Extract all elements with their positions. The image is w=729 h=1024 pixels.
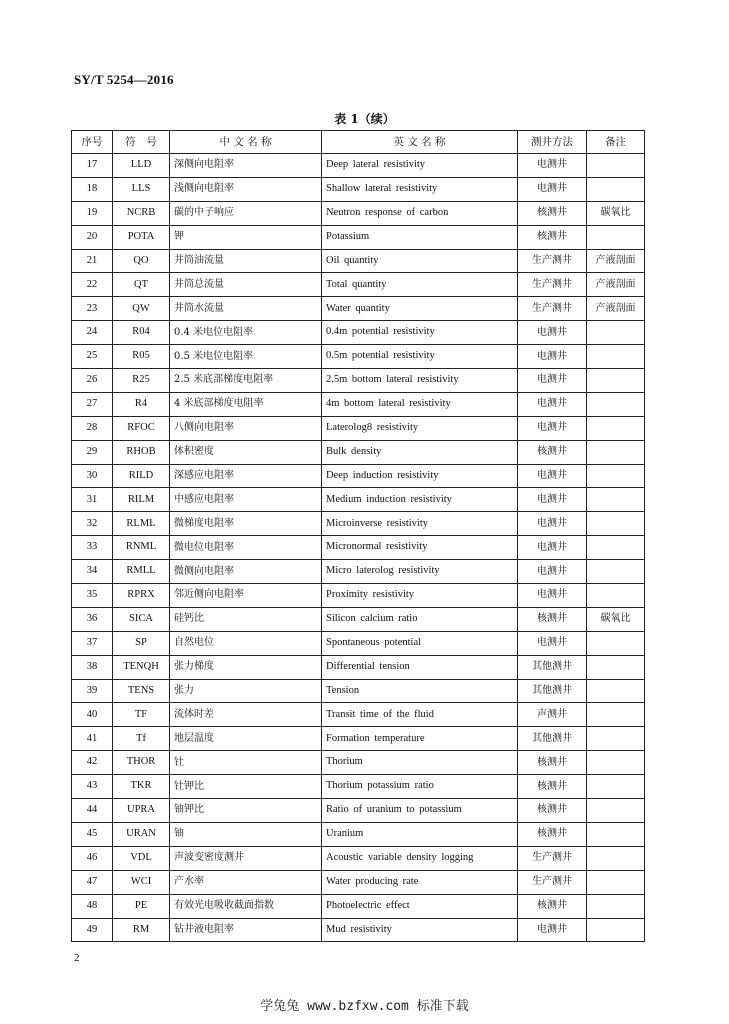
cell-method: 电测井 [518, 631, 587, 655]
cell-symbol: TF [113, 703, 170, 727]
cell-method: 其他测井 [518, 727, 587, 751]
cell-note [587, 536, 645, 560]
cell-english-name: Differential tension [322, 655, 518, 679]
table-row [72, 918, 645, 942]
cell-chinese-name: 浅侧向电阻率 [170, 177, 322, 201]
table-row [72, 607, 645, 631]
cell-note: 产液剖面 [587, 297, 645, 321]
cell-english-name: Potassium [322, 225, 518, 249]
cell-method: 电测井 [518, 536, 587, 560]
cell-note [587, 727, 645, 751]
cell-chinese-name: 邻近侧向电阻率 [170, 584, 322, 608]
cell-symbol: RILM [113, 488, 170, 512]
cell-no: 38 [72, 655, 113, 679]
cell-method: 生产测井 [518, 297, 587, 321]
column-header-note: 备注 [587, 131, 645, 154]
cell-no: 41 [72, 727, 113, 751]
cell-chinese-name: 0.5 米电位电阻率 [170, 345, 322, 369]
cell-no: 18 [72, 177, 113, 201]
cell-chinese-name: 张力 [170, 679, 322, 703]
cell-note [587, 177, 645, 201]
page-number: 2 [74, 952, 80, 964]
cell-no: 31 [72, 488, 113, 512]
cell-english-name: Shallow lateral resistivity [322, 177, 518, 201]
cell-english-name: 2.5m bottom lateral resistivity [322, 369, 518, 393]
cell-no: 29 [72, 440, 113, 464]
cell-note [587, 584, 645, 608]
cell-english-name: Deep induction resistivity [322, 464, 518, 488]
cell-no: 22 [72, 273, 113, 297]
cell-chinese-name: 钍钾比 [170, 775, 322, 799]
cell-no: 25 [72, 345, 113, 369]
cell-english-name: Transit time of the fluid [322, 703, 518, 727]
cell-chinese-name: 有效光电吸收截面指数 [170, 894, 322, 918]
cell-no: 33 [72, 536, 113, 560]
cell-chinese-name: 深感应电阻率 [170, 464, 322, 488]
cell-symbol: WCI [113, 870, 170, 894]
cell-no: 48 [72, 894, 113, 918]
cell-symbol: QT [113, 273, 170, 297]
cell-chinese-name: 井筒总流量 [170, 273, 322, 297]
cell-note [587, 154, 645, 178]
cell-no: 27 [72, 392, 113, 416]
cell-note [587, 488, 645, 512]
cell-english-name: Formation temperature [322, 727, 518, 751]
cell-chinese-name: 微电位电阻率 [170, 536, 322, 560]
cell-symbol: QW [113, 297, 170, 321]
cell-chinese-name: 钍 [170, 751, 322, 775]
table-row [72, 822, 645, 846]
cell-method: 电测井 [518, 392, 587, 416]
cell-method: 声测井 [518, 703, 587, 727]
cell-note [587, 440, 645, 464]
cell-method: 核测井 [518, 751, 587, 775]
table-title: 表 1（续） [334, 112, 395, 126]
cell-english-name: Photoelectric effect [322, 894, 518, 918]
cell-no: 28 [72, 416, 113, 440]
footer-watermark: 学兔兔 www.bzfxw.com 标准下载 [260, 999, 469, 1014]
table-row [72, 154, 645, 178]
cell-method: 电测井 [518, 154, 587, 178]
cell-note: 产液剖面 [587, 273, 645, 297]
cell-note [587, 345, 645, 369]
cell-english-name: Water producing rate [322, 870, 518, 894]
cell-method: 电测井 [518, 177, 587, 201]
column-header-method: 测井方法 [518, 131, 587, 154]
column-header-english-name: 英 文 名 称 [322, 131, 518, 154]
table-row [72, 249, 645, 273]
cell-method: 电测井 [518, 560, 587, 584]
cell-no: 21 [72, 249, 113, 273]
cell-symbol: VDL [113, 846, 170, 870]
cell-no: 37 [72, 631, 113, 655]
cell-english-name: Thorium potassium ratio [322, 775, 518, 799]
cell-symbol: THOR [113, 751, 170, 775]
cell-method: 核测井 [518, 894, 587, 918]
cell-chinese-name: 硅钙比 [170, 607, 322, 631]
table-row [72, 273, 645, 297]
cell-method: 核测井 [518, 440, 587, 464]
cell-no: 23 [72, 297, 113, 321]
cell-chinese-name: 钾 [170, 225, 322, 249]
cell-no: 26 [72, 369, 113, 393]
cell-symbol: RNML [113, 536, 170, 560]
cell-note [587, 369, 645, 393]
cell-no: 19 [72, 201, 113, 225]
cell-symbol: RMLL [113, 560, 170, 584]
table-row [72, 655, 645, 679]
cell-symbol: TKR [113, 775, 170, 799]
column-header-symbol: 符 号 [113, 131, 170, 154]
cell-symbol: Tf [113, 727, 170, 751]
table-row [72, 631, 645, 655]
cell-english-name: Proximity resistivity [322, 584, 518, 608]
cell-symbol: SICA [113, 607, 170, 631]
table-row [72, 536, 645, 560]
cell-english-name: Uranium [322, 822, 518, 846]
cell-chinese-name: 八侧向电阻率 [170, 416, 322, 440]
cell-symbol: RFOC [113, 416, 170, 440]
cell-no: 36 [72, 607, 113, 631]
cell-english-name: Acoustic variable density logging [322, 846, 518, 870]
cell-method: 电测井 [518, 464, 587, 488]
cell-note [587, 560, 645, 584]
cell-method: 电测井 [518, 321, 587, 345]
cell-method: 其他测井 [518, 679, 587, 703]
cell-symbol: TENS [113, 679, 170, 703]
cell-chinese-name: 体积密度 [170, 440, 322, 464]
cell-method: 生产测井 [518, 273, 587, 297]
cell-no: 40 [72, 703, 113, 727]
cell-english-name: Silicon calcium ratio [322, 607, 518, 631]
cell-note [587, 416, 645, 440]
column-header-chinese-name: 中 文 名 称 [170, 131, 322, 154]
cell-symbol: TENQH [113, 655, 170, 679]
table-row [72, 512, 645, 536]
glossary-table [71, 130, 645, 942]
cell-symbol: LLD [113, 154, 170, 178]
cell-english-name: Tension [322, 679, 518, 703]
cell-chinese-name: 流体时差 [170, 703, 322, 727]
table-body [72, 154, 645, 942]
cell-note: 碳氧比 [587, 201, 645, 225]
table-row [72, 297, 645, 321]
cell-note [587, 775, 645, 799]
cell-note [587, 679, 645, 703]
cell-symbol: QO [113, 249, 170, 273]
cell-chinese-name: 钻井液电阻率 [170, 918, 322, 942]
cell-method: 电测井 [518, 488, 587, 512]
cell-chinese-name: 自然电位 [170, 631, 322, 655]
cell-note [587, 870, 645, 894]
table-row [72, 369, 645, 393]
cell-no: 32 [72, 512, 113, 536]
cell-method: 核测井 [518, 201, 587, 225]
table-row [72, 440, 645, 464]
cell-symbol: RM [113, 918, 170, 942]
cell-method: 核测井 [518, 822, 587, 846]
table-row [72, 392, 645, 416]
cell-no: 47 [72, 870, 113, 894]
table-row [72, 727, 645, 751]
cell-note [587, 703, 645, 727]
cell-symbol: POTA [113, 225, 170, 249]
cell-no: 45 [72, 822, 113, 846]
cell-english-name: Laterolog8 resistivity [322, 416, 518, 440]
cell-method: 电测井 [518, 918, 587, 942]
cell-symbol: RILD [113, 464, 170, 488]
cell-no: 43 [72, 775, 113, 799]
cell-note [587, 751, 645, 775]
cell-chinese-name: 微梯度电阻率 [170, 512, 322, 536]
cell-symbol: R05 [113, 345, 170, 369]
cell-note [587, 321, 645, 345]
table-row [72, 225, 645, 249]
cell-symbol: URAN [113, 822, 170, 846]
cell-method: 电测井 [518, 584, 587, 608]
cell-chinese-name: 声波变密度测井 [170, 846, 322, 870]
cell-english-name: Micro laterolog resistivity [322, 560, 518, 584]
table-row [72, 894, 645, 918]
cell-symbol: LLS [113, 177, 170, 201]
cell-note [587, 894, 645, 918]
cell-symbol: R4 [113, 392, 170, 416]
cell-method: 其他测井 [518, 655, 587, 679]
cell-english-name: Neutron response of carbon [322, 201, 518, 225]
cell-chinese-name: 碳的中子响应 [170, 201, 322, 225]
cell-symbol: UPRA [113, 799, 170, 823]
cell-symbol: PE [113, 894, 170, 918]
cell-chinese-name: 产水率 [170, 870, 322, 894]
cell-no: 35 [72, 584, 113, 608]
cell-note [587, 392, 645, 416]
cell-chinese-name: 井筒水流量 [170, 297, 322, 321]
cell-english-name: 0.4m potential resistivity [322, 321, 518, 345]
cell-english-name: Micronormal resistivity [322, 536, 518, 560]
cell-chinese-name: 井筒油流量 [170, 249, 322, 273]
cell-no: 46 [72, 846, 113, 870]
table-row [72, 177, 645, 201]
cell-method: 生产测井 [518, 846, 587, 870]
cell-no: 30 [72, 464, 113, 488]
cell-note: 产液剖面 [587, 249, 645, 273]
cell-method: 电测井 [518, 512, 587, 536]
table-row [72, 703, 645, 727]
cell-english-name: Total quantity [322, 273, 518, 297]
cell-method: 核测井 [518, 775, 587, 799]
table-row [72, 846, 645, 870]
column-header-no: 序号 [72, 131, 113, 154]
cell-chinese-name: 0.4 米电位电阻率 [170, 321, 322, 345]
cell-no: 42 [72, 751, 113, 775]
cell-method: 核测井 [518, 799, 587, 823]
cell-english-name: 0.5m potential resistivity [322, 345, 518, 369]
table-row [72, 488, 645, 512]
cell-chinese-name: 张力梯度 [170, 655, 322, 679]
cell-method: 生产测井 [518, 249, 587, 273]
cell-no: 34 [72, 560, 113, 584]
cell-note [587, 918, 645, 942]
cell-note [587, 512, 645, 536]
cell-english-name: Oil quantity [322, 249, 518, 273]
table-row [72, 870, 645, 894]
cell-english-name: Deep lateral resistivity [322, 154, 518, 178]
cell-english-name: Microinverse resistivity [322, 512, 518, 536]
cell-english-name: 4m bottom lateral resistivity [322, 392, 518, 416]
standard-code: SY/T 5254—2016 [74, 72, 174, 87]
cell-no: 17 [72, 154, 113, 178]
cell-symbol: NCRB [113, 201, 170, 225]
cell-method: 电测井 [518, 345, 587, 369]
cell-no: 44 [72, 799, 113, 823]
cell-chinese-name: 2.5 米底部梯度电阻率 [170, 369, 322, 393]
cell-note [587, 464, 645, 488]
cell-symbol: RLML [113, 512, 170, 536]
cell-note [587, 822, 645, 846]
cell-english-name: Ratio of uranium to potassium [322, 799, 518, 823]
cell-symbol: SP [113, 631, 170, 655]
cell-no: 49 [72, 918, 113, 942]
cell-note [587, 846, 645, 870]
table-row [72, 751, 645, 775]
table-row [72, 201, 645, 225]
cell-chinese-name: 微侧向电阻率 [170, 560, 322, 584]
cell-chinese-name: 地层温度 [170, 727, 322, 751]
cell-chinese-name: 深侧向电阻率 [170, 154, 322, 178]
cell-chinese-name: 铀钾比 [170, 799, 322, 823]
table-row [72, 560, 645, 584]
cell-english-name: Spontaneous potential [322, 631, 518, 655]
table-row [72, 584, 645, 608]
cell-note [587, 655, 645, 679]
cell-note [587, 799, 645, 823]
cell-symbol: R04 [113, 321, 170, 345]
table-row [72, 679, 645, 703]
cell-english-name: Mud resistivity [322, 918, 518, 942]
table-row [72, 416, 645, 440]
cell-note: 碳氧比 [587, 607, 645, 631]
table-row [72, 799, 645, 823]
cell-english-name: Bulk density [322, 440, 518, 464]
cell-english-name: Medium induction resistivity [322, 488, 518, 512]
table-row [72, 321, 645, 345]
cell-chinese-name: 4 米底部梯度电阻率 [170, 392, 322, 416]
cell-method: 核测井 [518, 607, 587, 631]
cell-method: 生产测井 [518, 870, 587, 894]
table-row [72, 464, 645, 488]
cell-note [587, 225, 645, 249]
cell-method: 电测井 [518, 416, 587, 440]
table-header-row [72, 131, 645, 154]
cell-method: 电测井 [518, 369, 587, 393]
table-row [72, 775, 645, 799]
cell-chinese-name: 中感应电阻率 [170, 488, 322, 512]
cell-no: 39 [72, 679, 113, 703]
cell-no: 24 [72, 321, 113, 345]
cell-symbol: RHOB [113, 440, 170, 464]
cell-chinese-name: 铀 [170, 822, 322, 846]
cell-symbol: R25 [113, 369, 170, 393]
cell-symbol: RPRX [113, 584, 170, 608]
cell-english-name: Water quantity [322, 297, 518, 321]
table-row [72, 345, 645, 369]
cell-method: 核测井 [518, 225, 587, 249]
cell-english-name: Thorium [322, 751, 518, 775]
cell-note [587, 631, 645, 655]
cell-no: 20 [72, 225, 113, 249]
